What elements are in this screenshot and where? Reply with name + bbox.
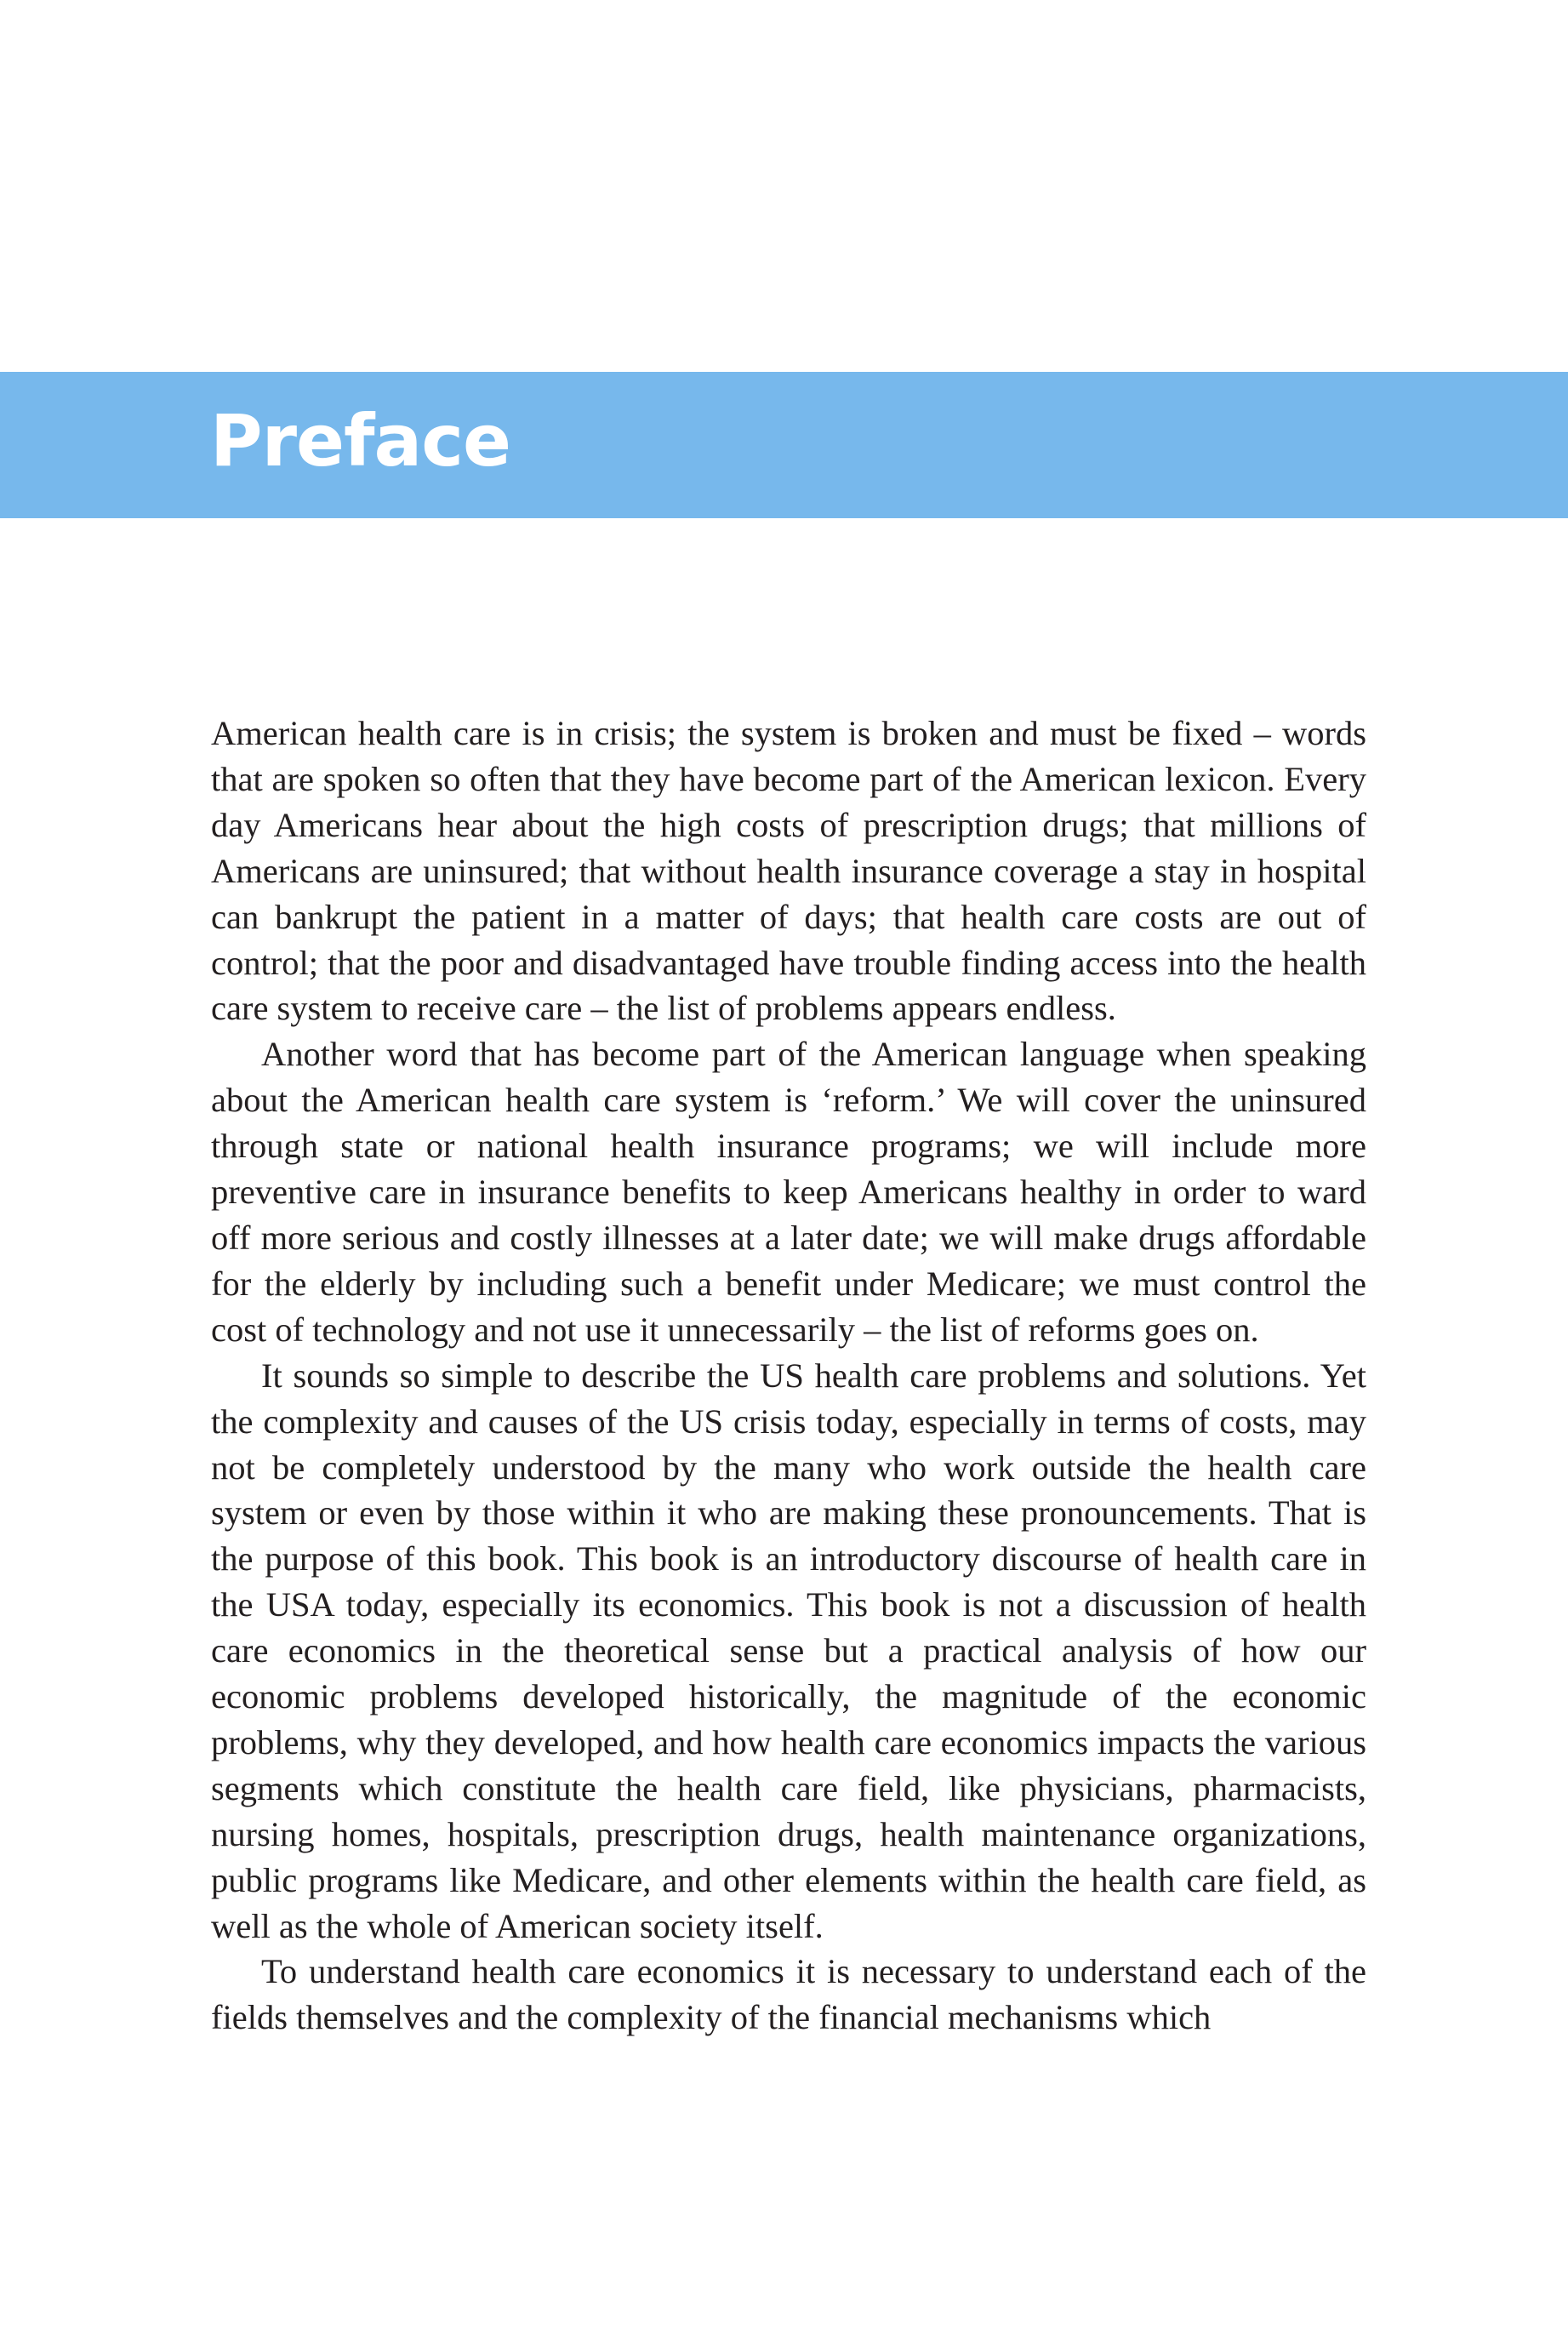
paragraph-1: American health care is in crisis; the system is broken and must be fixed – words that are spoken so often that they have become part of the American lexicon. Every day Americans hear about the high costs of prescription drugs; that millions of Americans are uninsured; that without health insurance coverage a stay in hospital can bankrupt the patient in a matter of days; that health care costs are out of control; that the poor and disadvantaged have trouble finding access into the health care system to receive care – the list of problems appears endless.: [211, 714, 1366, 1028]
paragraph-4: To understand health care economics it is necessary to understand each of the fields themselves and the complexity of the financial mechanisms which: [211, 1952, 1366, 2037]
paragraph-3: It sounds so simple to describe the US health care problems and solutions. Yet the complexity and causes of the US crisis today, especially in terms of costs, may not be completely understood by the many who work outside the health care system or even by those within it who are making these pronouncements. That is the purpose of this book. This book is an introductory discourse of health care in the USA today, especially its economics. This book is not a discussion of health care economics in the theoretical sense but a practical analysis of how our economic problems developed historically, the magnitude of the economic problems, why they developed, and how health care economics impacts the various segments which constitute the health care field, like physicians, pharmacists, nursing homes, hospitals, prescription drugs, health maintenance organizations, public programs like Medicare, and other elements within the health care field, as well as the whole of American society itself.: [211, 1356, 1366, 1945]
chapter-title: Preface: [210, 399, 510, 482]
chapter-title-banner: [0, 372, 1568, 518]
paragraph-2: Another word that has become part of the American language when speaking about the American health care system is ‘reform.’ We will cover the uninsured through state or national health insurance programs; we will include more preventive care in insurance benefits to keep Americans healthy in order to ward off more serious and costly illnesses at a later date; we will make drugs affordable for the elderly by including such a benefit under Medicare; we must control the cost of technology and not use it unnecessarily – the list of reforms goes on.: [211, 1035, 1366, 1349]
preface-body: [211, 711, 1366, 2041]
